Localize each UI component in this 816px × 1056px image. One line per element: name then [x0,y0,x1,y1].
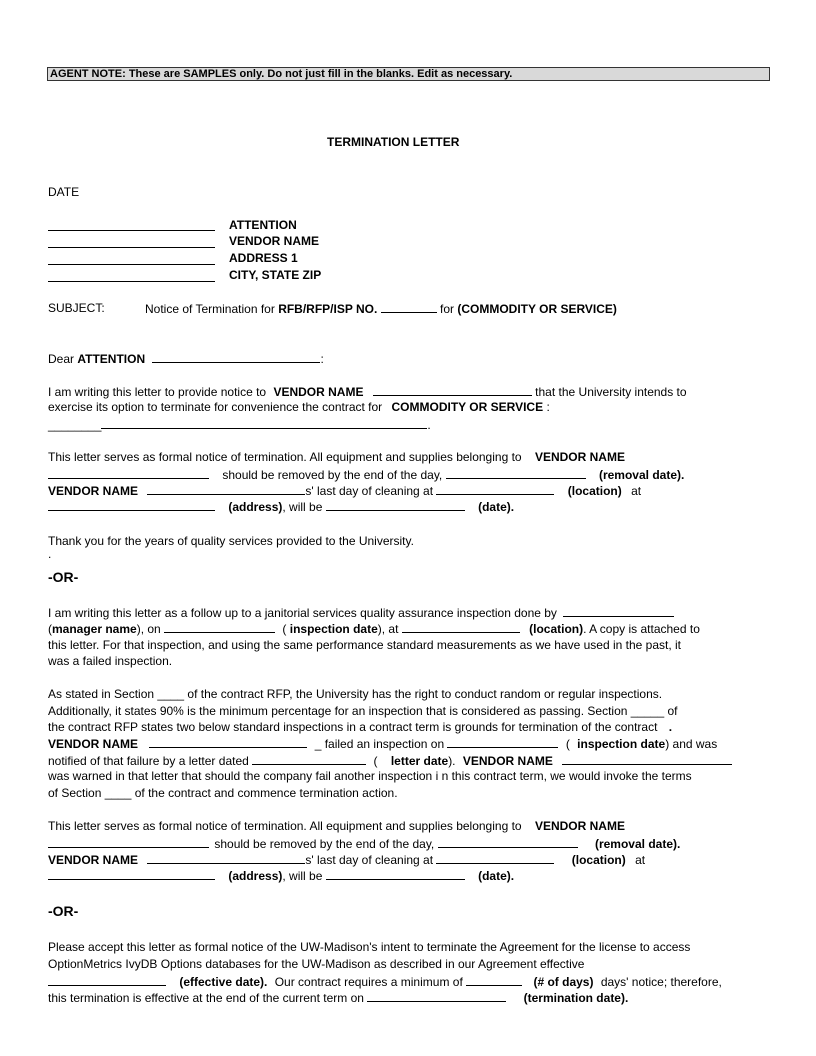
notice2-text: This letter serves as formal notice of termination. All equipment and supplies belonging to [48,819,522,833]
para2-blank-1 [563,604,674,617]
notice2-cleaning-text: s' last day of cleaning at [305,853,434,867]
agent-note-text: AGENT NOTE: These are SAMPLES only. Do not just fill in the blanks. Edit as necessary. [50,68,513,80]
para3-blank-4 [562,752,732,765]
para1-commodity: COMMODITY OR SERVICE [391,400,544,414]
address-attention: ATTENTION [229,218,297,232]
notice2-line4 [48,867,514,884]
subject-for: for [440,302,455,316]
address-vendor-name: VENDOR NAME [229,234,320,248]
para2-line3: this letter. For that inspection, and using the same performance standard measurements as we have used in the past, it [48,638,682,652]
para3-line7: of Section ____ of the contract and commence termination action. [48,786,398,800]
address-line-4 [48,281,215,282]
notice2-willbe: , will be [282,869,323,883]
para3-and-was: ) and was [665,737,718,751]
notice2-vendor: VENDOR NAME [534,819,625,833]
letter-title: TERMINATION LETTER [327,135,460,149]
notice2-vendor-2: VENDOR NAME [48,853,139,867]
para3-inspection-date: inspection date [577,737,666,751]
para3-blank-1 [149,735,307,748]
para1-text-c: exercise its option to terminate for convenience the contract for [48,400,383,414]
notice1-vendor: VENDOR NAME [534,450,625,464]
notice2-blank-4 [436,851,554,864]
para4-effective-text: this termination is effective at the end of the current term on [48,991,364,1005]
address-line-1 [48,230,215,231]
thanks-dot: . [48,547,52,561]
notice2-blank-3 [147,851,305,864]
notice1-blank-2 [446,466,586,479]
para3-line4 [48,735,717,752]
notice1-line3 [48,482,641,499]
para3-blank-3 [252,752,366,765]
para3-failed-text: _ failed an inspection on [314,737,445,751]
notice1-line2 [48,466,684,483]
notice1-removed-text: should be removed by the end of the day, [222,468,443,482]
para3-line5 [48,752,732,769]
para4-minimum-text: Our contract requires a minimum of [274,975,463,989]
para1-text-a: I am writing this letter to provide notice to [48,385,267,399]
para1-line1 [48,383,687,400]
notice2-line3 [48,851,645,868]
para2-line2: (manager name), on ( inspection date), at (location). A copy is attached to [48,622,700,636]
notice2-location: (location) [571,853,626,867]
para3-dot: . [668,720,673,734]
para1-text-b: that the University intends to [535,385,687,399]
para3-blank-2 [447,735,558,748]
address-line-2 [48,247,215,248]
para2-manager-name: manager name [52,622,137,636]
date-label: DATE [48,185,80,199]
subject-notice: Notice of Termination for [145,302,275,316]
para1-period: . [427,418,431,432]
para3-notified-text: notified of that failure by a letter dated [48,754,249,768]
notice1-blank-1 [48,466,209,479]
para3-letter-date: letter date [390,754,449,768]
agent-note-box [47,67,770,81]
para3-text: the contract RFP states two below standard inspections in a contract term is grounds for termination of the contract [48,720,658,734]
notice1-blank-6 [326,498,465,511]
notice2-date: (date). [478,869,515,883]
notice1-address: (address) [228,500,283,514]
para1-colon: : [546,400,550,414]
para4-blank-3 [367,989,506,1002]
para2-text: I am writing this letter as a follow up to a janitorial services quality assurance inspection done by [48,606,557,620]
para3-line1: As stated in Section ____ of the contract RFP, the University has the right to conduct random or regular inspections. [48,687,663,701]
address-line-3 [48,264,215,265]
para4-line2: OptionMetrics IvyDB Options databases for the UW-Madison as described in our Agreement effective [48,957,585,971]
notice1-removal-date: (removal date). [598,468,685,482]
para3-line6: was warned in that letter that should the company fail another inspection i n this contract term, we would invoke the terms [48,769,692,783]
para3-line3 [48,719,672,735]
para3-vendor: VENDOR NAME [48,737,139,751]
notice1-vendor-2: VENDOR NAME [48,484,139,498]
notice2-blank-1 [48,835,209,848]
para4-notice-text: days' notice; therefore, [600,975,722,989]
salutation-blank [152,350,320,363]
para1-vendor: VENDOR NAME [273,385,364,399]
address-city-state-zip: CITY, STATE ZIP [229,268,322,282]
para3-paren-2: ( [373,754,378,768]
salutation [48,350,324,367]
subject-text [145,300,617,317]
subject-rfb-blank [381,300,437,313]
para1-underscores: ________ [48,418,102,432]
para4-blank-1 [48,973,166,986]
para2-inspection-date: inspection date [289,622,378,636]
salutation-attention: ATTENTION [77,352,146,366]
notice2-blank-5 [48,867,215,880]
para3-vendor-2: VENDOR NAME [462,754,553,768]
para4-line1: Please accept this letter as formal notice of the UW-Madison's intent to terminate the Agreement for the license to access [48,940,691,954]
notice2-line1 [48,818,625,834]
notice2-blank-6 [326,867,465,880]
subject-label: SUBJECT: [48,301,105,315]
para2-copy-text: . A copy is attached to [583,622,700,636]
para4-termination-date: (termination date). [523,991,629,1005]
notice1-blank-4 [436,482,554,495]
para4-line3 [48,973,722,990]
para2-line1 [48,604,674,621]
salutation-colon: : [320,352,324,366]
para1-vendor-blank [373,383,532,396]
para2-on: ), on [136,622,161,636]
subject-commodity: (COMMODITY OR SERVICE) [457,302,617,316]
notice1-location: (location) [567,484,622,498]
notice2-blank-2 [438,835,578,848]
or-divider-2: -OR- [48,903,79,919]
thanks-text: Thank you for the years of quality services provided to the University. [48,534,414,548]
notice1-date: (date). [478,500,515,514]
para4-blank-2 [466,973,522,986]
para4-days: (# of days) [533,975,594,989]
para1-line2 [48,399,550,415]
notice1-willbe: , will be [282,500,323,514]
para2-paren: ( [282,622,287,636]
notice2-line2 [48,835,680,852]
notice2-removed-text: should be removed by the end of the day, [214,837,435,851]
para1-line3 [48,416,431,433]
para3-line2: Additionally, it states 90% is the minimum percentage for an inspection that is considered as passing. Section _____ of [48,704,678,718]
para2-blank-2 [164,620,275,633]
para2-location: (location) [529,622,584,636]
or-divider-1: -OR- [48,569,79,585]
notice1-line1 [48,449,625,465]
para2-blank-3 [402,620,520,633]
para3-paren: ( [565,737,570,751]
notice1-line4 [48,498,514,515]
para4-effective-date: (effective date). [179,975,268,989]
notice2-address: (address) [228,869,283,883]
notice1-cleaning-text: s' last day of cleaning at [305,484,434,498]
para2-line4: was a failed inspection. [48,654,173,668]
notice1-blank-3 [147,482,305,495]
notice2-removal-date: (removal date). [594,837,681,851]
notice1-text: This letter serves as formal notice of termination. All equipment and supplies belonging to [48,450,522,464]
salutation-dear: Dear [48,352,75,366]
para2-at: ), at [377,622,399,636]
notice1-at: at [631,484,642,498]
address-line-address: ADDRESS 1 [229,251,298,265]
notice2-at: at [635,853,646,867]
notice1-blank-5 [48,498,215,511]
para1-blank [101,416,427,429]
para4-line4 [48,989,628,1006]
para3-letter-dot: ). [448,754,456,768]
subject-rfb: RFB/RFP/ISP NO. [278,302,378,316]
